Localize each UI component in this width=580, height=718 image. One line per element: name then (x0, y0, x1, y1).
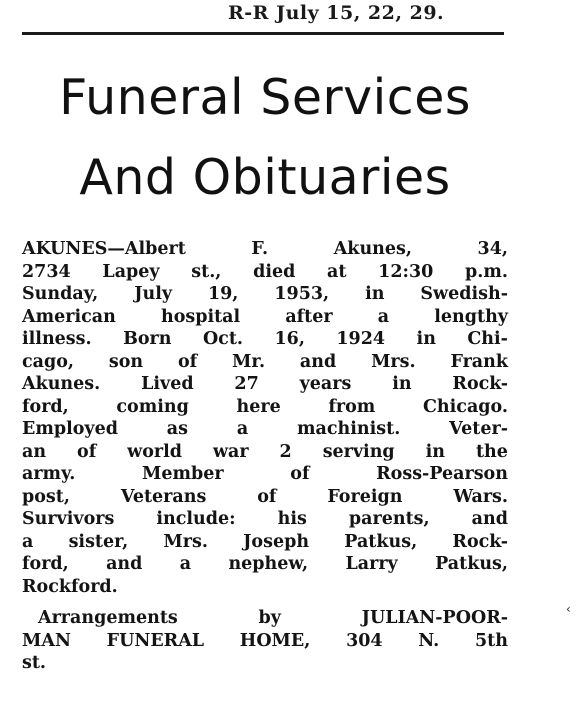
obituary-line: ford, and a nephew, Larry Patkus, (22, 554, 508, 574)
arrangements-paragraph (22, 607, 508, 675)
obituary-line: Rockford. (22, 576, 118, 597)
arrangements-line: st. (22, 653, 47, 673)
obituary-line: Employed as a machinist. Veter- (22, 419, 508, 439)
obituary-body (22, 238, 508, 675)
obituary-line: Sunday, July 19, 1953, in Swedish- (22, 284, 508, 304)
edge-mark: ‹ (566, 602, 571, 616)
obituary-line: a sister, Mrs. Joseph Patkus, Rock- (22, 531, 508, 552)
headline (20, 58, 510, 218)
obituary-line: army. Member of Ross-Pearson (22, 464, 508, 484)
arrangements-line: MAN FUNERAL HOME, 304 N. 5th (22, 630, 508, 651)
obituary-paragraph (22, 238, 508, 598)
obituary-line: illness. Born Oct. 16, 1924 in Chi- (22, 329, 508, 349)
obituary-line: an of world war 2 serving in the (22, 441, 508, 462)
dateline: R-R July 15, 22, 29. (228, 2, 445, 24)
obituary-line: Survivors include: his parents, and (22, 509, 508, 529)
obituary-line: Akunes. Lived 27 years in Rock- (22, 374, 508, 394)
obituary-line: 2734 Lapey st., died at 12:30 p.m. (22, 261, 508, 282)
obituary-line: American hospital after a lengthy (22, 306, 508, 327)
obituary-line: post, Veterans of Foreign Wars. (22, 486, 508, 507)
obituary-line: cago, son of Mr. and Mrs. Frank (22, 351, 508, 372)
obituary-line: AKUNES—Albert F. Akunes, 34, (22, 239, 508, 259)
headline-line-2: And Obituaries (79, 149, 451, 206)
headline-line-1: Funeral Services (59, 69, 471, 126)
dateline-rule (22, 32, 504, 35)
arrangements-line: Arrangements by JULIAN-POOR- (38, 608, 508, 628)
obituary-line: ford, coming here from Chicago. (22, 396, 508, 417)
